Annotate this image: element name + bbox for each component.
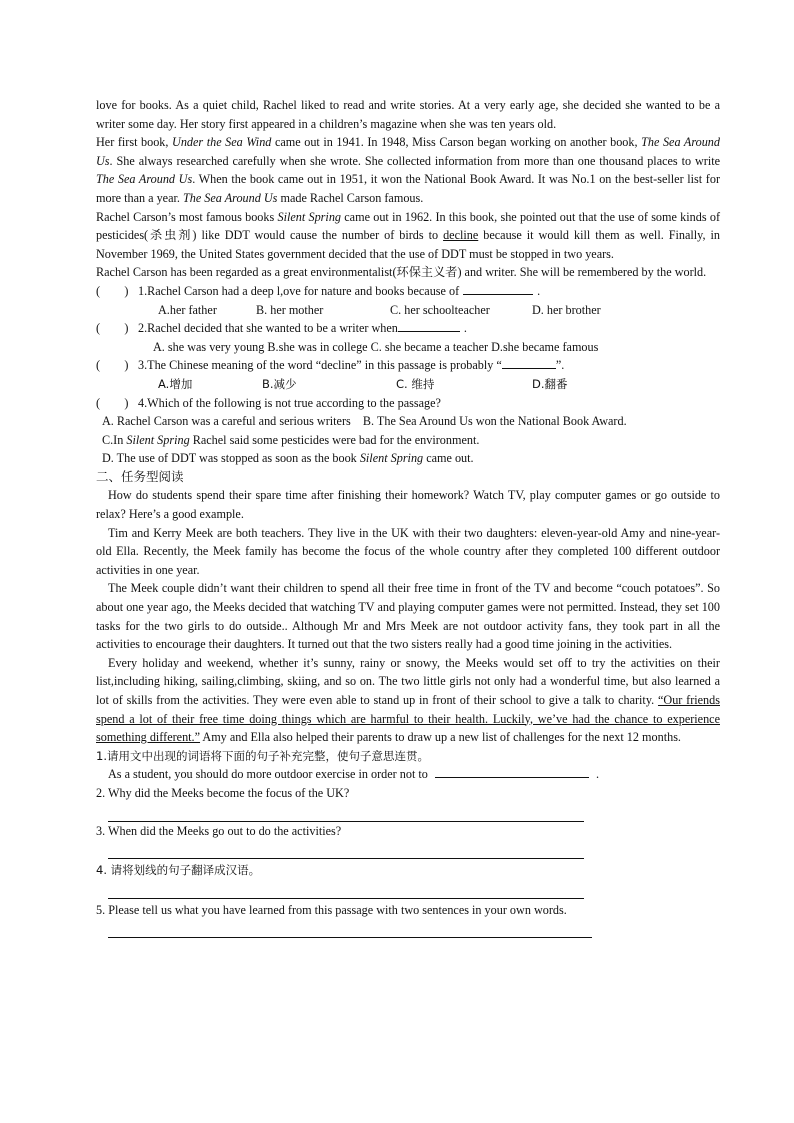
question-text: 1.Rachel Carson had a deep l,ove for nature and books because of bbox=[138, 283, 460, 298]
task-3-answer-line[interactable] bbox=[108, 840, 584, 859]
question-2-options: A. she was very young B.she was in college C. she became a teacher D.she became famous bbox=[153, 339, 599, 354]
passage1-paragraph-1: love for books. As a quiet child, Rachel liked to read and write stories. At a very early age, she decided she wanted to be a writer some day. Her story first appeared in a children’s magazine when she was ten years old. bbox=[96, 98, 720, 131]
task-5-question: 5. Please tell us what you have learned from this passage with two sentences in your own words. bbox=[96, 902, 567, 917]
text: C.In bbox=[102, 432, 127, 447]
option-c: C. her schoolteacher bbox=[390, 302, 490, 317]
worksheet-page bbox=[96, 96, 720, 938]
option-a: A.增加 bbox=[158, 376, 193, 391]
task-2-answer-line[interactable] bbox=[108, 803, 584, 822]
passage2-paragraph-4 bbox=[96, 654, 720, 747]
book-title: Silent Spring bbox=[359, 451, 424, 466]
text: Rachel Carson’s most famous books bbox=[96, 209, 278, 224]
passage1-paragraph-2 bbox=[96, 133, 720, 207]
underlined-word-decline: decline bbox=[443, 228, 479, 243]
answer-blank[interactable] bbox=[398, 319, 460, 332]
answer-blank[interactable] bbox=[435, 765, 589, 778]
passage1-paragraph-4: Rachel Carson has been regarded as a great environmentalist(环保主义者) and writer. She will be remembered by the world. bbox=[96, 265, 707, 280]
sentence-end: . bbox=[595, 767, 600, 782]
book-title: The Sea Around Us bbox=[182, 190, 278, 205]
answer-blank[interactable] bbox=[502, 356, 556, 369]
passage2-paragraph-2: Tim and Kerry Meek are both teachers. They live in the UK with their two daughters: eleven-year-old Amy and nine-year-old Ella. Recently, the Meek family has become the focus of the whole country after they completed 100 different outdoor activities in one year. bbox=[96, 525, 720, 577]
text: Rachel said some pesticides were bad for the environment. bbox=[189, 432, 480, 447]
task-1-instruction: 1.请用文中出现的词语将下面的句子补充完整，使句子意思连贯。 bbox=[96, 748, 429, 763]
answer-bracket[interactable]: ( ) bbox=[96, 395, 129, 410]
question-3-options bbox=[96, 375, 720, 394]
answer-blank[interactable] bbox=[463, 282, 533, 295]
question-4-options-ab: A. Rachel Carson was a careful and serious writers B. The Sea Around Us won the National Book Award. bbox=[102, 414, 627, 429]
book-title: Under the Sea Wind bbox=[172, 135, 272, 150]
question-4 bbox=[96, 394, 720, 413]
book-title: Silent Spring bbox=[126, 432, 190, 447]
book-title: The Sea Around Us bbox=[96, 135, 720, 168]
text: . She always researched carefully when she wrote. She collected information from more than one thousand places to write bbox=[109, 153, 720, 168]
book-title: The Sea Around Us bbox=[96, 172, 193, 187]
text: Every holiday and weekend, whether it’s sunny, rainy or snowy, the Meeks would set off to try the activities on their list,including hiking, sailing,climbing, skiing, and so on. The two little girls not only had a wonderful time, but also learned a lot of skills from the activities. They were even able to stand up in front of their school to give a talk to charity. bbox=[96, 655, 720, 707]
book-title: Silent Spring bbox=[277, 209, 342, 224]
text: . When the book came out in 1951, it won the National Book Award. It was No.1 on the best-seller list for more than a year. bbox=[96, 172, 721, 205]
option-a: A.her father bbox=[158, 302, 217, 317]
task-4-answer-line[interactable] bbox=[108, 880, 584, 899]
passage1-paragraph-3 bbox=[96, 208, 720, 264]
answer-bracket[interactable]: ( ) bbox=[96, 358, 129, 373]
question-end: ”. bbox=[555, 358, 565, 373]
text: made Rachel Carson famous. bbox=[277, 190, 424, 205]
question-3 bbox=[96, 356, 720, 375]
question-end: . bbox=[463, 321, 467, 336]
question-2 bbox=[96, 319, 720, 338]
underlined-sentence: “Our friends spend a lot of their free time doing things which are harmful to their health. Luckily, we’ve had the chance to experience something different.” bbox=[96, 693, 720, 745]
text: came out in 1962. In this book, she pointed out that the use of some kinds of pesticides(杀虫剂) like DDT would cause the number of birds to bbox=[96, 209, 720, 243]
option-d: D. her brother bbox=[532, 302, 601, 317]
passage2-paragraph-3: The Meek couple didn’t want their children to spend all their free time in front of the TV and become “couch potatoes”. So about one year ago, the Meeks decided that watching TV and playing computer games were not permitted. Instead, they set 100 tasks for the two girls to do outside.. Although Mr and Mrs Meek are not outdoor activity fans, they took part in all the activities to encourage their daughters. It turned out that the two sisters really had a good time joining in the activities. bbox=[96, 581, 720, 652]
text: because it would kill them as well. Finally, in November 1969, the United States government decided that the use of DDT must be stopped in two years. bbox=[96, 228, 720, 261]
option-b: B.减少 bbox=[262, 376, 297, 391]
task-4-instruction: 4. 请将划线的句子翻译成汉语。 bbox=[96, 863, 261, 878]
task-2-question: 2. Why did the Meeks become the focus of the UK? bbox=[96, 785, 350, 800]
text: D. The use of DDT was stopped as soon as the book bbox=[102, 451, 360, 466]
text: Amy and Ella also helped their parents to draw up a new list of challenges for the next 12 months. bbox=[200, 730, 681, 745]
text: came out. bbox=[423, 451, 474, 466]
question-text: 3.The Chinese meaning of the word “decline” in this passage is probably “ bbox=[138, 358, 502, 373]
question-4-option-c bbox=[96, 431, 720, 450]
text: Her first book, bbox=[96, 135, 173, 150]
section-heading: 二、任务型阅读 bbox=[96, 468, 184, 484]
question-1-options bbox=[96, 301, 720, 320]
text: came out in 1941. In 1948, Miss Carson began working on another book, bbox=[271, 135, 642, 150]
answer-bracket[interactable]: ( ) bbox=[96, 283, 129, 298]
option-c: C. 维持 bbox=[396, 376, 435, 391]
question-end: . bbox=[537, 283, 541, 298]
answer-bracket[interactable]: ( ) bbox=[96, 321, 129, 336]
option-b: B. her mother bbox=[256, 302, 324, 317]
sentence-text: As a student, you should do more outdoor exercise in order not to bbox=[108, 767, 428, 782]
task-1-sentence bbox=[96, 765, 720, 784]
question-1 bbox=[96, 282, 720, 301]
question-text: 4.Which of the following is not true according to the passage? bbox=[138, 395, 441, 410]
task-3-question: 3. When did the Meeks go out to do the activities? bbox=[96, 823, 342, 838]
question-text: 2.Rachel decided that she wanted to be a writer when bbox=[138, 321, 398, 336]
question-4-option-d bbox=[96, 449, 720, 468]
passage2-paragraph-1: How do students spend their spare time after finishing their homework? Watch TV, play computer games or go outside to relax? Here’s a good example. bbox=[96, 488, 720, 522]
option-d: D.翻番 bbox=[532, 376, 568, 391]
task-5-answer-line[interactable] bbox=[108, 919, 592, 938]
